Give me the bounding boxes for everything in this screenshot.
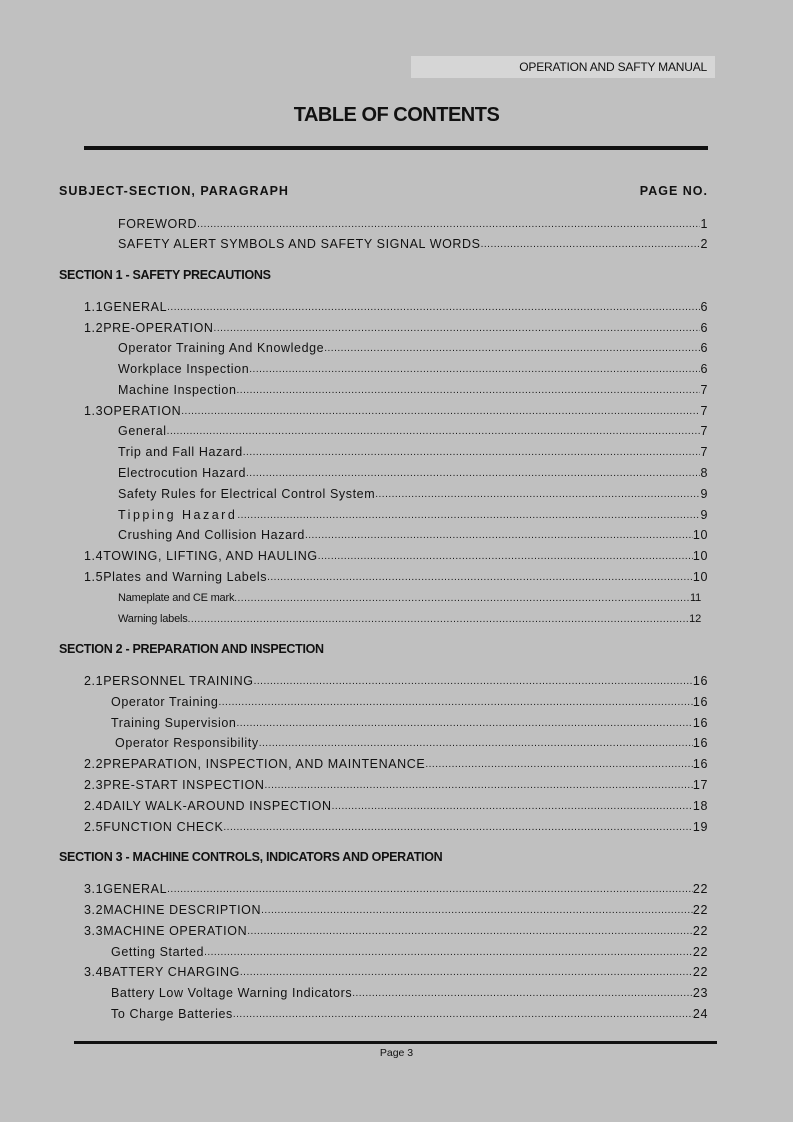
toc-entry-number: 2.1 [84,674,104,688]
toc-entry-page: 22 [692,903,708,917]
toc-entry[interactable] [84,798,708,814]
toc-entry[interactable] [84,964,708,980]
toc-entry-page: 7 [700,404,708,418]
toc-entry[interactable] [118,423,708,439]
toc-entry-page: 16 [692,695,708,709]
section-2-heading[interactable]: SECTION 2 - PREPARATION AND INSPECTION [59,642,324,656]
toc-entry-text: Training Supervision [111,716,237,730]
toc-entry[interactable] [84,403,708,419]
toc-entry[interactable] [118,340,708,356]
toc-entry-text: Electrocution Hazard [118,466,247,480]
toc-entry[interactable] [111,985,708,1001]
toc-entry[interactable] [84,819,708,835]
toc-entry-page: 22 [692,945,708,959]
toc-entry-page: 16 [692,757,708,771]
toc-entry-number: 3.3 [84,924,104,938]
toc-entry-text: PRE-OPERATION [103,321,214,335]
toc-entry-page: 9 [700,508,708,522]
toc-entry-page: 16 [692,716,708,730]
toc-entry[interactable] [84,756,708,772]
toc-entry-text: MACHINE OPERATION [103,924,248,938]
toc-entry-number: 1.4 [84,549,104,563]
toc-entry-text: Tipping Hazard [118,508,238,522]
toc-entry[interactable] [118,236,708,252]
toc-entry[interactable] [118,444,708,460]
toc-entry[interactable] [118,590,701,606]
toc-entry[interactable] [118,382,708,398]
page-number: Page 3 [379,1047,414,1059]
toc-entry-page: 11 [689,592,701,604]
page-title: TABLE OF CONTENTS [293,104,500,126]
toc-entry[interactable] [84,569,708,585]
toc-entry[interactable] [118,361,708,377]
toc-entry-page: 6 [700,362,708,376]
toc-entry-text: BATTERY CHARGING [103,965,240,979]
toc-entry-page: 10 [692,549,708,563]
toc-entry-number: 2.5 [84,820,104,834]
toc-entry[interactable] [118,486,708,502]
toc-entry-page: 10 [692,570,708,584]
toc-entry[interactable] [84,548,708,564]
toc-entry-number: 3.1 [84,882,104,896]
subject-column-header: SUBJECT-SECTION, PARAGRAPH [59,184,289,198]
toc-entry-page: 17 [692,778,708,792]
manual-title: OPERATION AND SAFTY MANUAL [519,60,707,74]
toc-entry-page: 7 [700,383,708,397]
toc-entry-text: TOWING, LIFTING, AND HAULING [103,549,318,563]
toc-entry-text: Operator Responsibility [115,736,259,750]
toc-entry-page: 6 [700,321,708,335]
toc-entry[interactable] [118,507,708,523]
toc-entry-page: 12 [689,613,701,625]
toc-entry[interactable] [111,694,708,710]
toc-entry-page: 1 [700,217,708,231]
toc-entry[interactable] [118,465,708,481]
toc-entry-text: Nameplate and CE mark [118,592,235,604]
toc-entry-text: Plates and Warning Labels [103,570,268,584]
page-column-header: PAGE NO. [639,184,708,198]
toc-entry[interactable] [111,1006,708,1022]
toc-entry-text: Warning labels [118,613,188,625]
toc-entry-text: GENERAL [103,300,168,314]
toc-entry-text: MACHINE DESCRIPTION [103,903,262,917]
toc-entry-number: 1.2 [84,321,104,335]
toc-entry-text: OPERATION [103,404,182,418]
toc-entry-page: 10 [692,528,708,542]
toc-entry-text: Operator Training [111,695,219,709]
toc-entry-page: 2 [700,237,708,251]
toc-entry-text: Operator Training And Knowledge [118,341,325,355]
toc-entry-number: 2.2 [84,757,104,771]
toc-entry[interactable] [118,216,708,232]
toc-entry-page: 16 [692,736,708,750]
toc-entry-page: 24 [692,1007,708,1021]
toc-entry-number: 2.4 [84,799,104,813]
toc-entry-text: PREPARATION, INSPECTION, AND MAINTENANCE [103,757,426,771]
toc-entry[interactable] [84,673,708,689]
toc-entry-page: 16 [692,674,708,688]
toc-entry-text: FOREWORD [118,217,198,231]
toc-entry-text: Getting Started [111,945,205,959]
toc-entry-text: SAFETY ALERT SYMBOLS AND SAFETY SIGNAL WORDS [118,237,481,251]
toc-entry-text: PERSONNEL TRAINING [103,674,254,688]
toc-entry-text: Machine Inspection [118,383,237,397]
section-1-heading[interactable]: SECTION 1 - SAFETY PRECAUTIONS [59,268,271,282]
toc-entry-page: 23 [692,986,708,1000]
toc-entry-text: GENERAL [103,882,168,896]
section-3-heading[interactable]: SECTION 3 - MACHINE CONTROLS, INDICATORS AND OPERATION [59,850,443,864]
toc-entry[interactable] [84,777,708,793]
toc-entry-text: FUNCTION CHECK [103,820,224,834]
toc-entry[interactable] [84,299,708,315]
toc-entry-text: PRE-START INSPECTION [103,778,265,792]
toc-entry-number: 3.4 [84,965,104,979]
toc-entry[interactable] [118,611,701,627]
toc-entry-text: Trip and Fall Hazard [118,445,243,459]
toc-entry-text: Crushing And Collision Hazard [118,528,305,542]
toc-entry[interactable] [84,881,708,897]
toc-entry-number: 1.3 [84,404,104,418]
toc-entry[interactable] [111,944,708,960]
toc-entry-text: Workplace Inspection [118,362,250,376]
toc-entry-page: 18 [692,799,708,813]
toc-entry[interactable] [118,527,708,543]
toc-entry-page: 22 [692,924,708,938]
toc-entry[interactable] [84,320,708,336]
footer-divider [74,1041,717,1044]
toc-entry[interactable] [84,902,708,918]
toc-entry-text: Battery Low Voltage Warning Indicators [111,986,353,1000]
toc-entry-page: 19 [692,820,708,834]
toc-entry-page: 9 [700,487,708,501]
toc-entry[interactable] [115,735,708,751]
toc-entry-number: 2.3 [84,778,104,792]
toc-entry[interactable] [84,923,708,939]
toc-entry-page: 22 [692,965,708,979]
title-divider [84,146,708,150]
toc-entry-number: 3.2 [84,903,104,917]
toc-entry-text: General [118,424,167,438]
toc-entry-page: 6 [700,300,708,314]
toc-entry-page: 7 [700,424,708,438]
toc-entry-text: DAILY WALK-AROUND INSPECTION [103,799,332,813]
toc-entry-page: 6 [700,341,708,355]
manual-header [411,56,715,78]
toc-entry-page: 22 [692,882,708,896]
toc-entry-text: To Charge Batteries [111,1007,233,1021]
toc-entry-number: 1.5 [84,570,104,584]
toc-entry-number: 1.1 [84,300,104,314]
toc-entry-page: 8 [700,466,708,480]
toc-entry[interactable] [111,715,708,731]
toc-entry-text: Safety Rules for Electrical Control System [118,487,376,501]
toc-entry-page: 7 [700,445,708,459]
